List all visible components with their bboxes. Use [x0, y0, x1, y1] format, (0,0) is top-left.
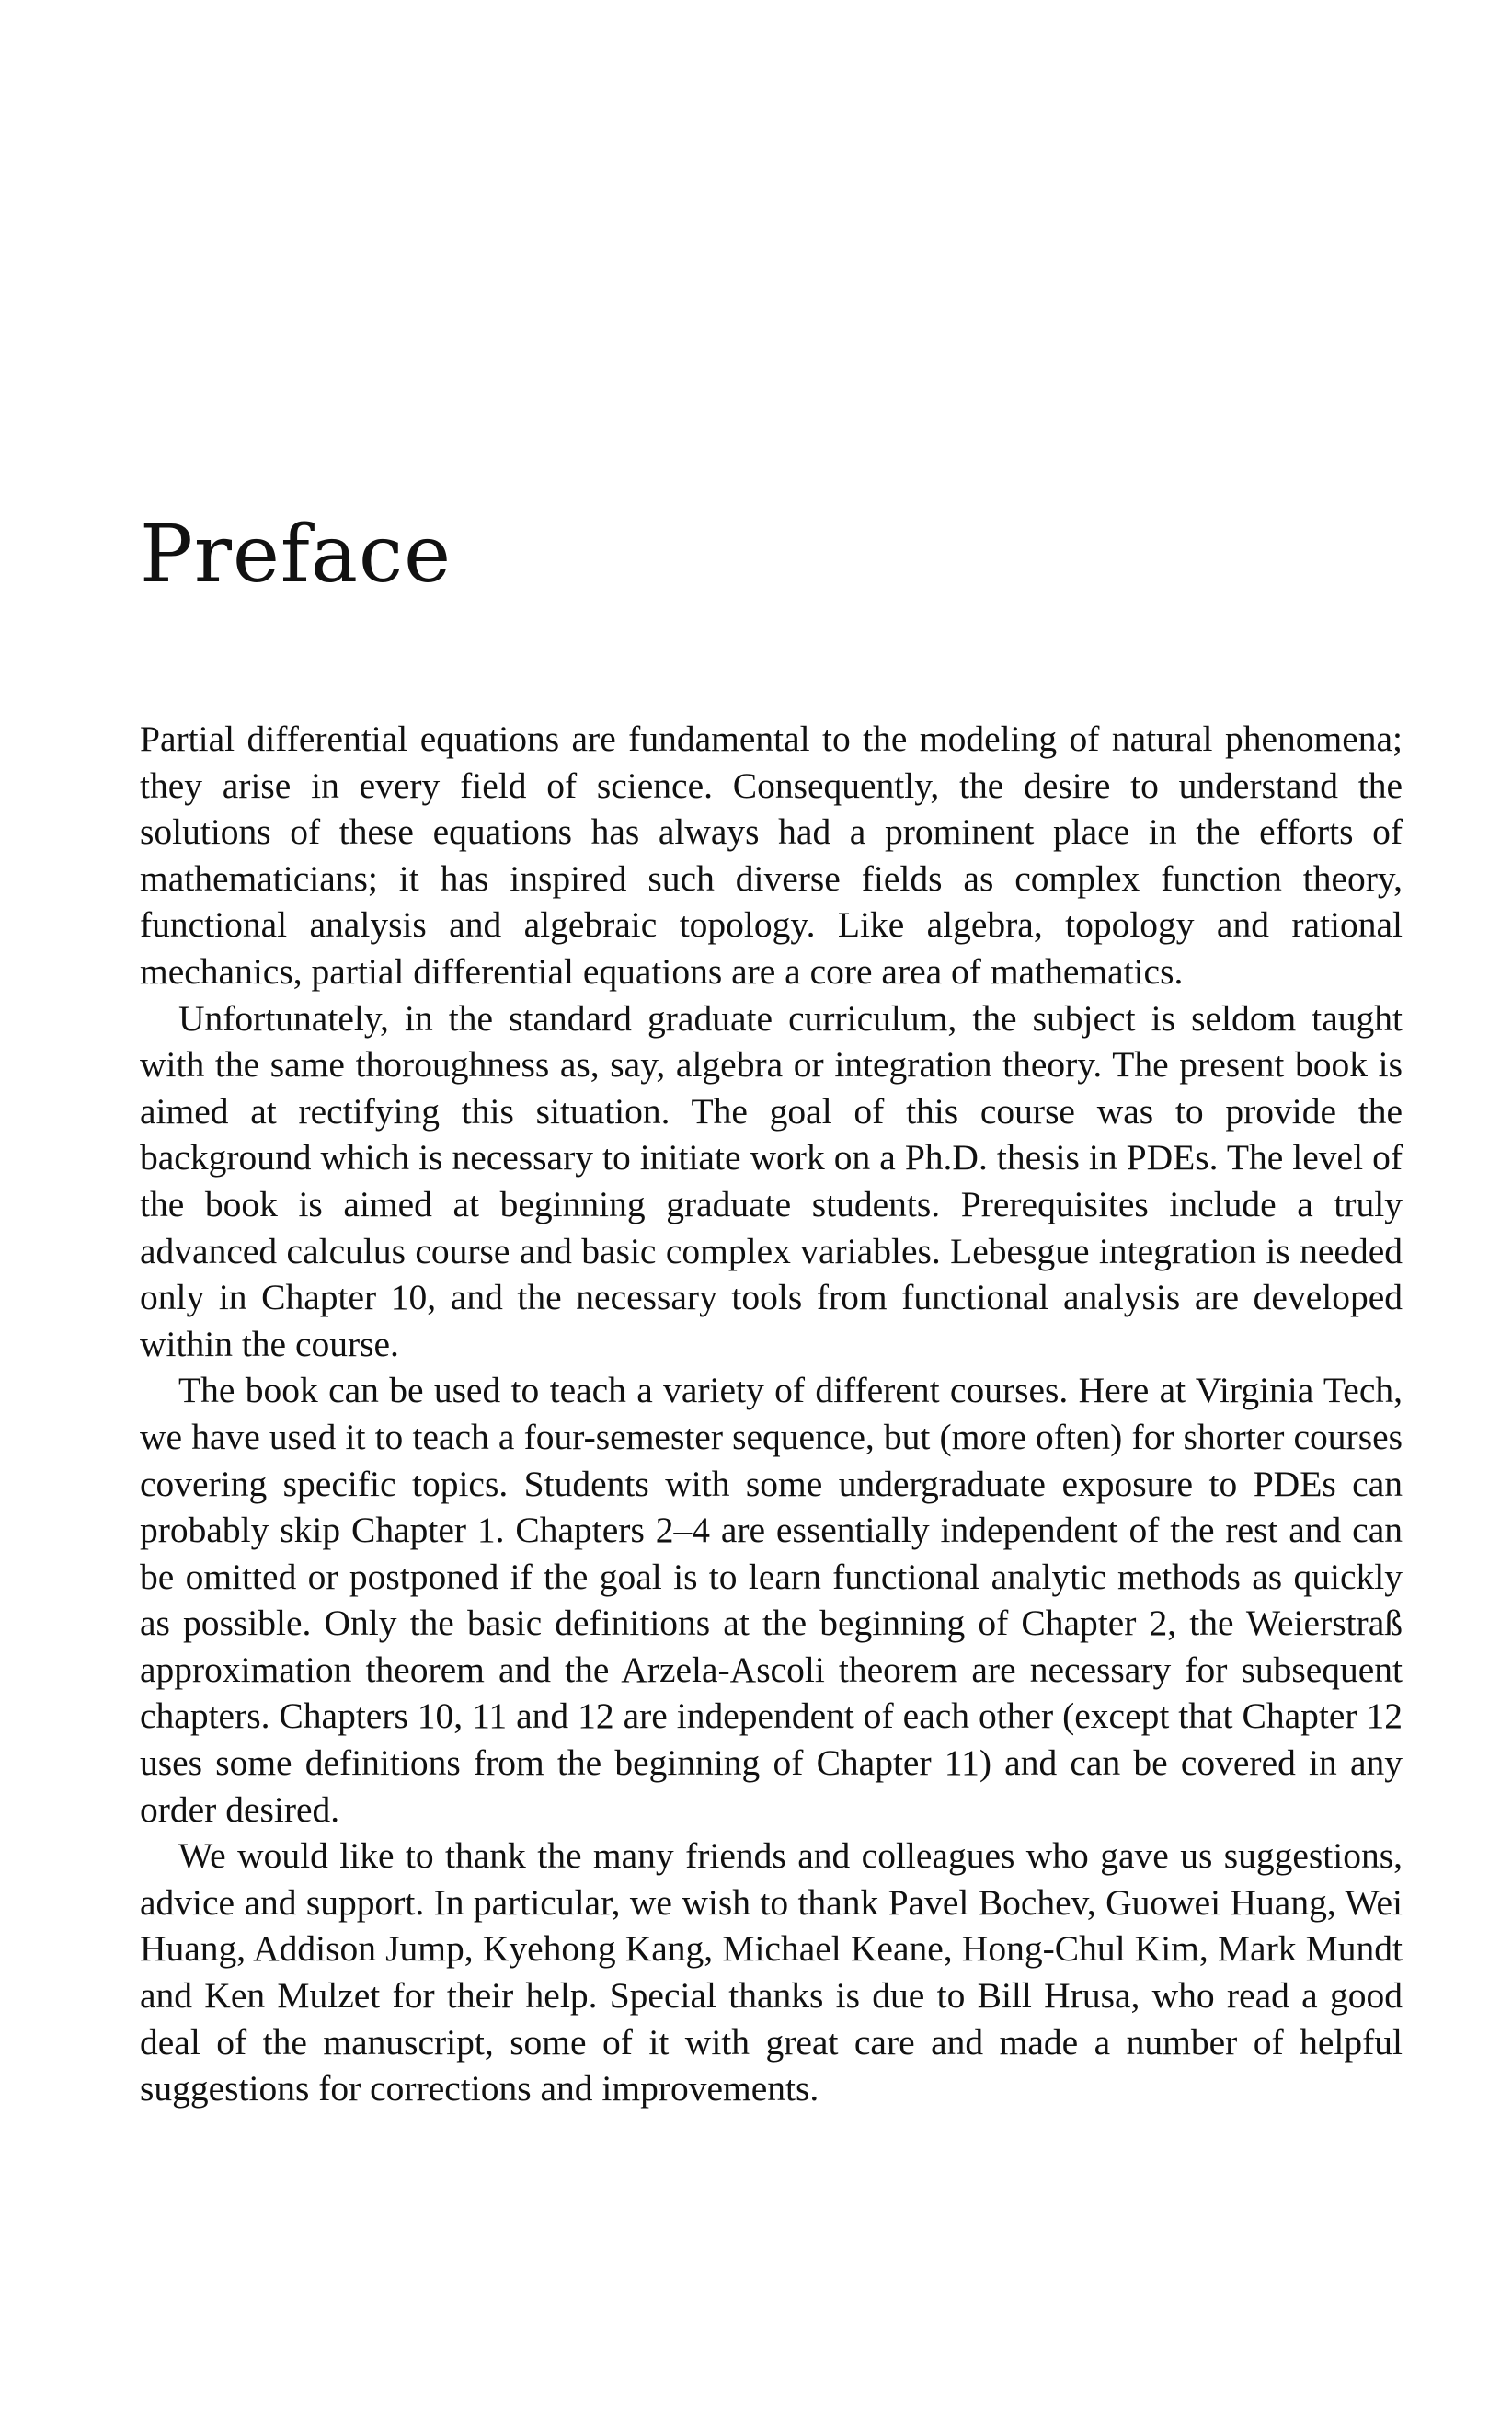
chapter-title: Preface	[140, 509, 452, 601]
paragraph-course-usage: The book can be used to teach a variety of different courses. Here at Virginia Tech, we have used it to teach a four-semester sequence, but (more often) for shorter courses covering specific topics. Students with some undergraduate exposure to PDEs can probably skip Chapter 1. Chapters 2–4 are essentially independent of the rest and can be omitted or postponed if the goal is to learn functional analytic methods as quickly as possible. Only the basic definitions at the beginning of Chapter 2, the Weierstraß approximation theorem and the Arzela-Ascoli theorem are necessary for subsequent chapters. Chapters 10, 11 and 12 are independent of each other (except that Chapter 12 uses some definitions from the beginning of Chapter 11) and can be covered in any order desired.	[140, 1370, 1403, 1830]
paragraph-acknowledgments: We would like to thank the many friends and colleagues who gave us suggestions, advice and support. In particular, we wish to thank Pavel Bochev, Guowei Huang, Wei Huang, Addison Jump, Kyehong Kang, Michael Keane, Hong-Chul Kim, Mark Mundt and Ken Mulzet for their help. Special thanks is due to Bill Hrusa, who read a good deal of the manuscript, some of it with great care and made a number of helpful suggestions for corrections and improvements.	[140, 1835, 1403, 2109]
paragraph-curriculum: Unfortunately, in the standard graduate curriculum, the subject is seldom taught with the same thoroughness as, say, algebra or integration theory. The present book is aimed at rectifying this situation. The goal of this course was to provide the background which is necessary to initiate work on a Ph.D. thesis in PDEs. The level of the book is aimed at beginning graduate students. Prerequisites include a truly advanced calculus course and basic complex variables. Lebesgue integration is needed only in Chapter 10, and the necessary tools from functional analysis are developed within the course.	[140, 997, 1403, 1364]
paragraph-intro: Partial differential equations are fundamental to the modeling of natural phenomena; they arise in every field of science. Consequently, the desire to understand the solutions of these equations has always had a prominent place in the efforts of mathematicians; it has inspired such diverse fields as complex function theory, functional analysis and algebraic topology. Like algebra, topology and rational mechanics, partial differential equations are a core area of mathematics.	[140, 718, 1403, 992]
preface-body	[140, 716, 1403, 2112]
